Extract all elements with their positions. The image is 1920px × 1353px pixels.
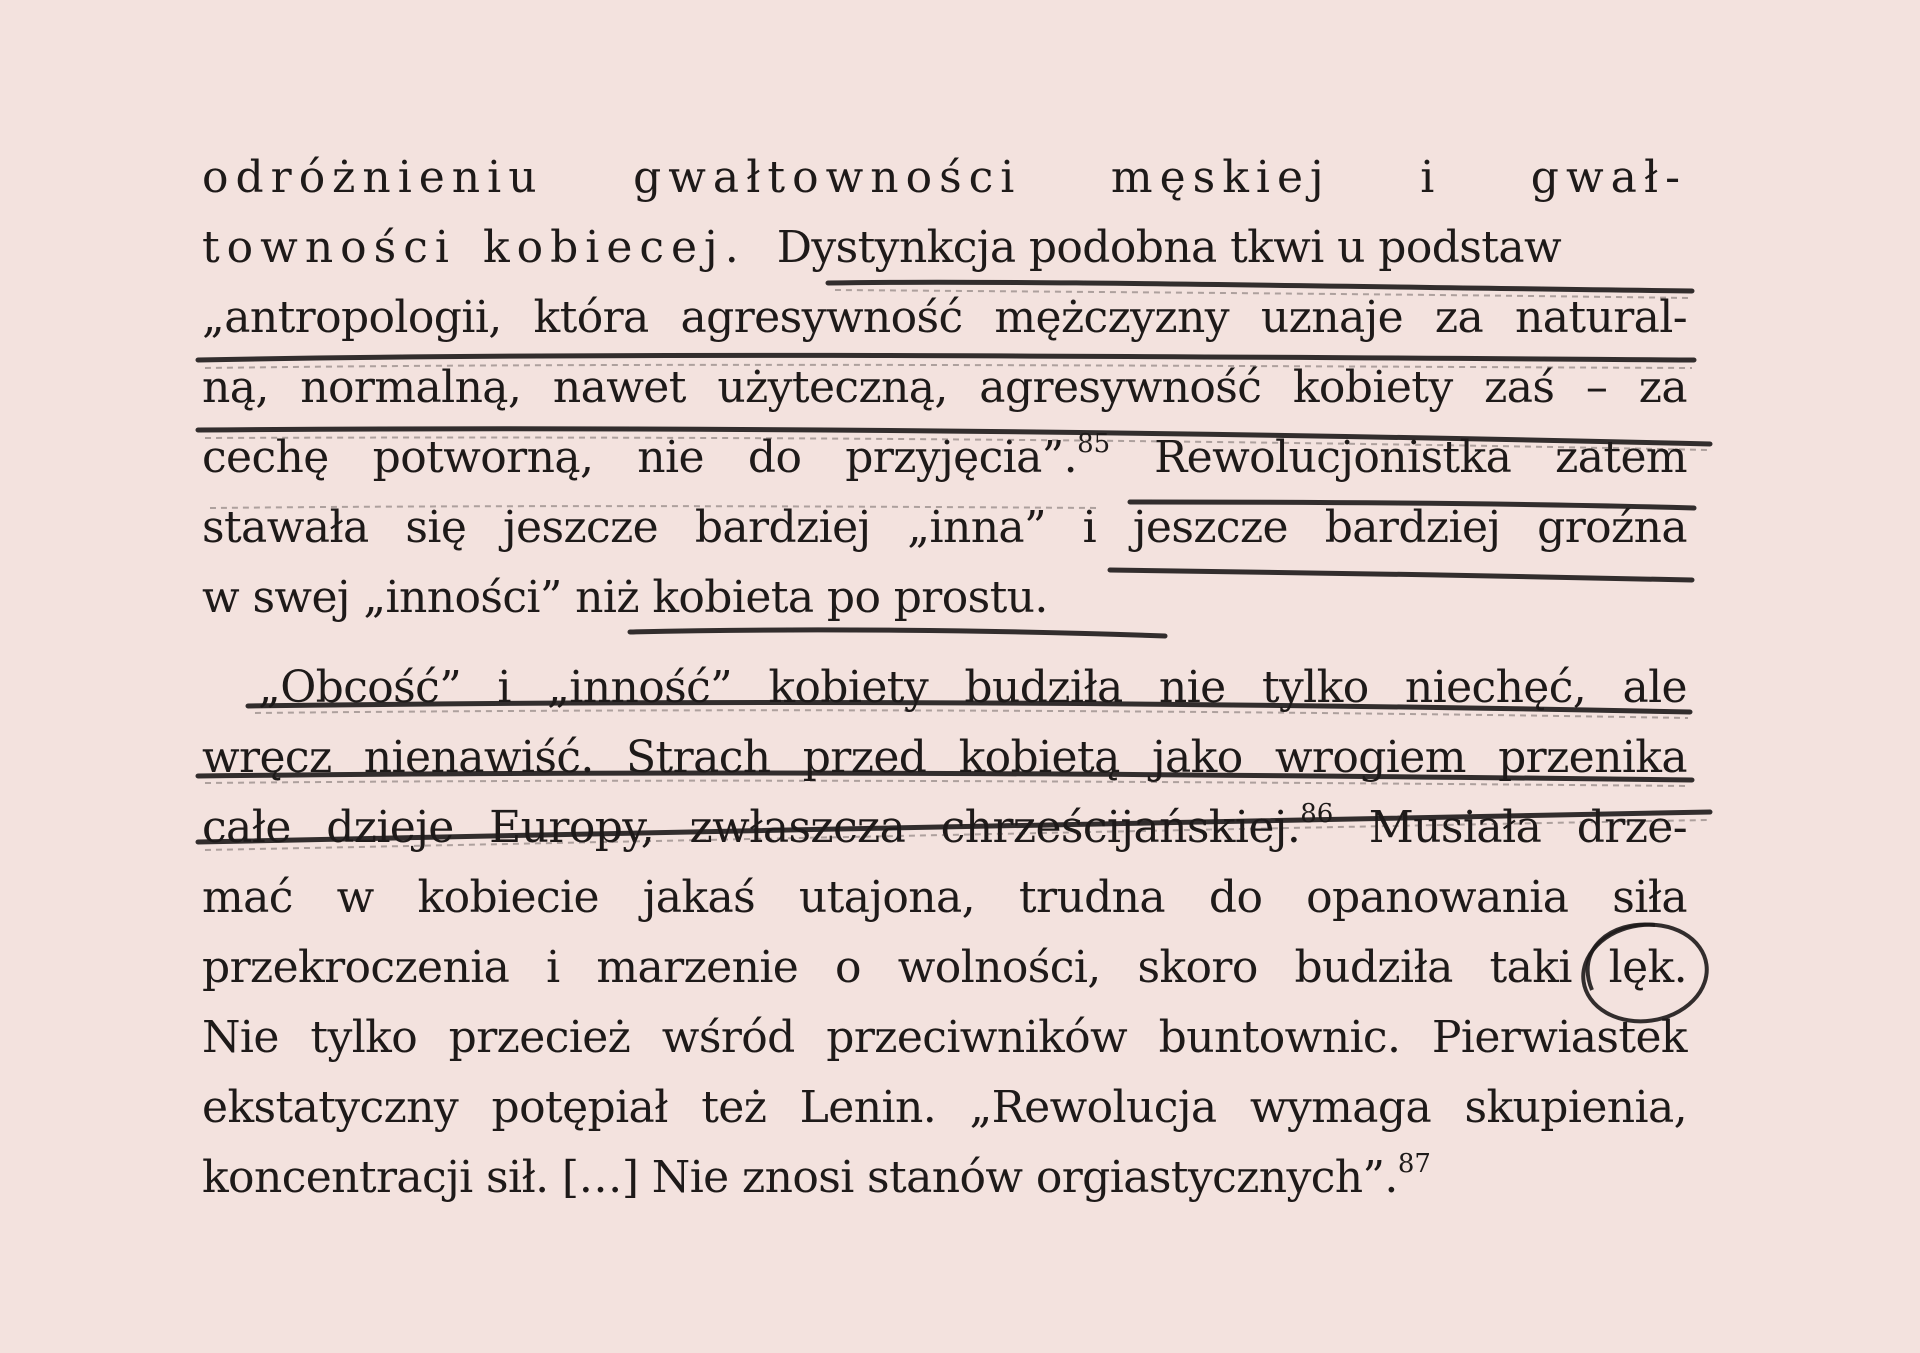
footnote-86: 86 <box>1300 799 1334 829</box>
line-1-text: odróżnieniu gwałtowności męskiej i gwał- <box>202 152 1687 203</box>
text-line-15 <box>202 1148 1687 1208</box>
circled-word: lęk. <box>1608 942 1687 993</box>
text-line-5 <box>202 428 1687 488</box>
line-10-text-b: Musiała drze- <box>1368 802 1687 853</box>
line-7-text: w swej „inności” niż kobieta po prostu. <box>202 572 1048 623</box>
line-6-text: stawała się jeszcze bardziej „inna” i jeszcze bardziej groźna <box>202 502 1687 553</box>
line-5-text-a: cechę potworną, nie do przyjęcia”. <box>202 432 1078 483</box>
line-12-text-a: przekroczenia i marzenie o wolności, skoro budziła taki <box>202 942 1572 993</box>
line-5-text-b: Rewolucjonistka zatem <box>1154 432 1688 483</box>
line-14-text: ekstatyczny potępiał też Lenin. „Rewolucja wymaga skupienia, <box>202 1082 1687 1133</box>
text-line-3 <box>202 288 1687 348</box>
line-9-text: wręcz nienawiść. Strach przed kobietą jako wrogiem przenika <box>202 732 1687 783</box>
text-line-8 <box>258 658 1687 718</box>
line-11-text: mać w kobiecie jakaś utajona, trudna do opanowania siła <box>202 872 1687 923</box>
line-2-text-a: towności kobiecej. <box>202 222 746 273</box>
text-line-14 <box>202 1078 1687 1138</box>
text-line-10 <box>202 798 1687 858</box>
text-line-2 <box>202 218 1687 278</box>
line-13-text: Nie tylko przecież wśród przeciwników buntownic. Pierwiastek <box>202 1012 1687 1063</box>
footnote-85: 85 <box>1077 429 1111 459</box>
line-3-text: „antropologii, która agresywność mężczyzny uznaje za natural- <box>202 292 1687 343</box>
text-line-7 <box>202 568 1687 628</box>
line-10-text-a: całe dzieje Europy, zwłaszcza chrześcijańskiej. <box>202 802 1301 853</box>
line-8-text: „Obcość” i „inność” kobiety budziła nie tylko niechęć, ale <box>258 662 1687 713</box>
text-line-6 <box>202 498 1687 558</box>
line-15-text: koncentracji sił. […] Nie znosi stanów orgiastycznych”. <box>202 1152 1398 1203</box>
text-line-11 <box>202 868 1687 928</box>
line-2-text-b: Dystynkcja podobna tkwi u podstaw <box>776 222 1562 273</box>
text-line-9 <box>202 728 1687 788</box>
line-4-text: ną, normalną, nawet użyteczną, agresywność kobiety zaś – za <box>202 362 1687 413</box>
text-line-1 <box>202 148 1687 208</box>
text-line-12 <box>202 938 1687 998</box>
footnote-87: 87 <box>1397 1149 1431 1179</box>
text-line-13 <box>202 1008 1687 1068</box>
text-line-4 <box>202 358 1687 418</box>
